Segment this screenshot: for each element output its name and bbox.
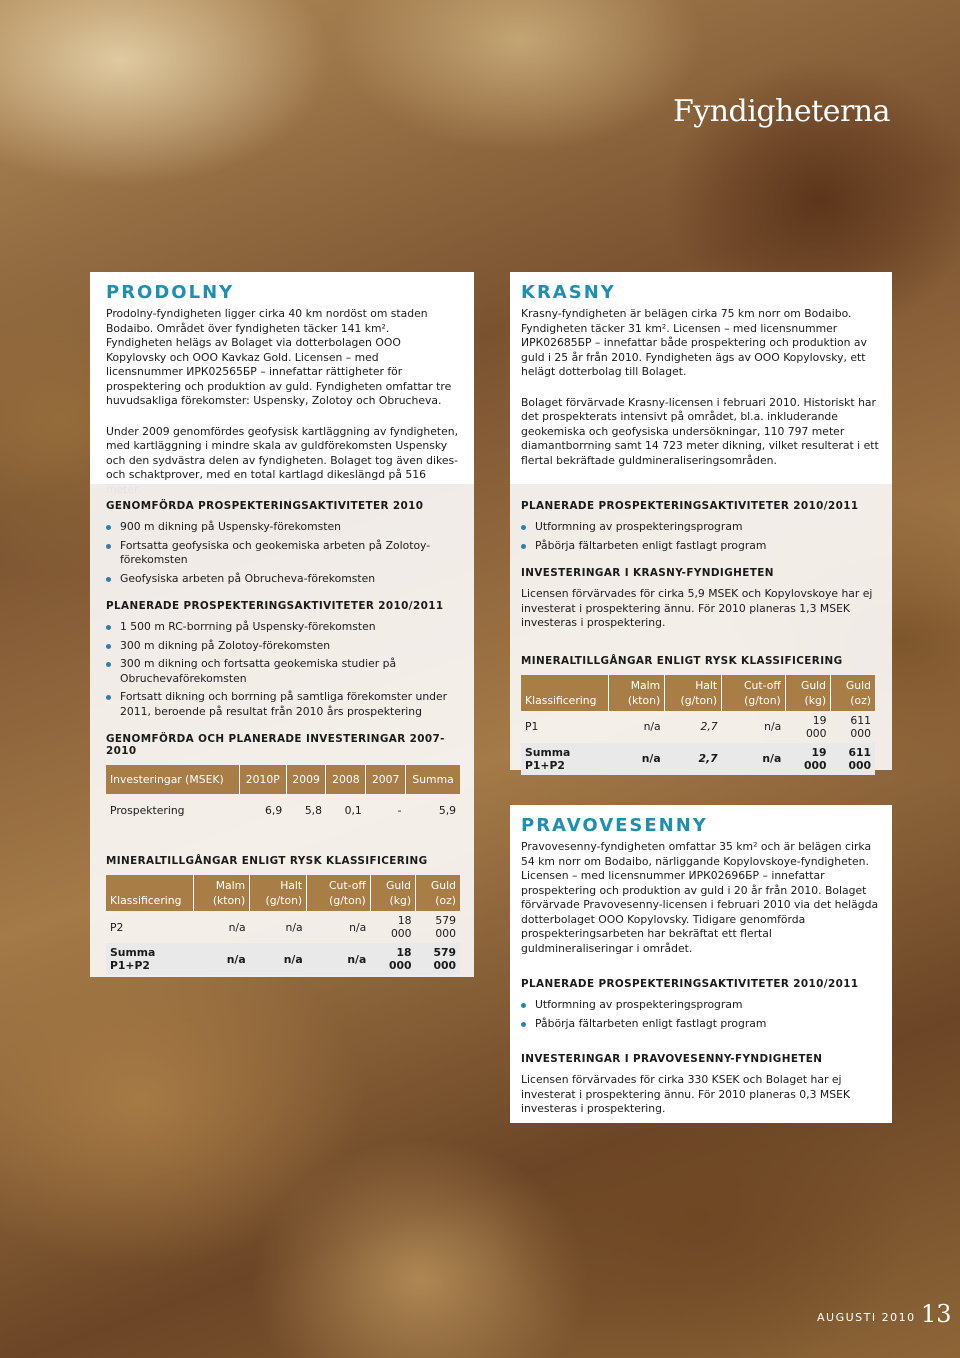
- krasny-planned-heading: PLANERADE PROSPEKTERINGSAKTIVITETER 2010/2011: [521, 500, 859, 512]
- table-cell: n/a: [643, 720, 661, 733]
- table-cell: Summa P1+P2: [106, 943, 194, 975]
- table-cell: -: [397, 804, 402, 817]
- table-cell: n/a: [228, 920, 246, 934]
- krasny-heading: KRASNY: [521, 282, 616, 303]
- list-item: Påbörja fältarbeten enligt fastlagt program: [521, 539, 880, 554]
- table-header: Guld (oz): [416, 875, 460, 911]
- pravovesenny-planned-list: [521, 998, 880, 1031]
- table-header: 2009: [286, 765, 326, 794]
- table-header-row: [106, 875, 460, 911]
- table-cell: 611 000: [831, 743, 875, 775]
- list-item: Utformning av prospekteringsprogram: [521, 998, 880, 1013]
- table-header: Investeringar (MSEK): [106, 765, 239, 794]
- prodolny-intro: Prodolny-fyndigheten ligger cirka 40 km nordöst om staden Bodaibo. Området över fyndigheten täcker 141 km². Fyndigheten helägs av Bolaget via dotterbolagen OOO Kopylovsky och OOO Kavkaz Gold. Licensen – med licensnummer ИРК02565БР – innefattar rättigheter för prospektering och produktion av guld. Fyndigheten omfattar tre huvudsakliga förekomster: Uspensky, Zolotoy och Obrucheva.: [106, 307, 452, 407]
- table-cell: 579 000: [416, 943, 460, 975]
- page-title: Fyndigheterna: [672, 94, 890, 129]
- table-cell: 19 000: [785, 743, 830, 775]
- footer-date: AUGUSTI 2010: [817, 1311, 916, 1324]
- list-item: Påbörja fältarbeten enligt fastlagt program: [521, 1017, 880, 1032]
- table-cell: 5,8: [304, 804, 322, 817]
- prodolny-survey-text: Under 2009 genomfördes geofysisk kartläggning av fyndigheten, med kartläggning i mindre skala av guldförekomsten Uspensky och den sydvästra delen av fyndigheten. Bolaget tog även dikes- och schaktprover, med en total kartlagd dikeslängd på 516: [106, 424, 459, 481]
- table-cell: 18 000: [390, 914, 412, 940]
- table-header: Malm (kton): [609, 675, 665, 711]
- table-cell: n/a: [609, 743, 665, 775]
- table-row: [106, 794, 460, 823]
- done-activities-list: [106, 520, 458, 586]
- list-item: 900 m dikning på Uspensky-förekomsten: [106, 520, 458, 535]
- table-cell: 2,7: [665, 743, 722, 775]
- table-header: Klassificering: [106, 875, 194, 911]
- done-activities-heading: GENOMFÖRDA PROSPEKTERINGSAKTIVITETER 2010: [106, 500, 424, 512]
- prodolny-heading: PRODOLNY: [106, 282, 235, 303]
- krasny-invest-heading: INVESTERINGAR I KRASNY-FYNDIGHETEN: [521, 567, 774, 579]
- table-row: [521, 711, 875, 743]
- page-number: 13: [921, 1300, 952, 1328]
- prodolny-panel: [90, 272, 474, 484]
- table-header: Cut-off (g/ton): [722, 675, 786, 711]
- krasny-details: [510, 484, 892, 770]
- krasny-invest-text: Licensen förvärvades för cirka 5,9 MSEK och Kopylovskoye har ej investerat i prospektering ännu. För 2010 planeras 1,3 MSEK investeras i prospektering.: [521, 587, 873, 629]
- table-cell: n/a: [307, 943, 371, 975]
- table-cell: 579 000: [435, 914, 456, 940]
- table-header: Guld (kg): [370, 875, 415, 911]
- list-item: Utformning av prospekteringsprogram: [521, 520, 880, 535]
- table-cell: Prospektering: [110, 804, 185, 817]
- krasny-history-text: Bolaget förvärvade Krasny-licensen i februari 2010. Historiskt har det prospekterats intensivt på området, bl.a. inkluderande geokemiska och geofysiska undersökningar, 110 797 meter diamantborrning samt 14 723 meter dikning, vilket resulterat i ett flertal bekräftade guldmineraliseringsområden.: [521, 395, 879, 467]
- table-header-row: [106, 765, 460, 794]
- pravovesenny-planned-heading: PLANERADE PROSPEKTERINGSAKTIVITETER 2010/2011: [521, 978, 859, 990]
- list-item: 300 m dikning på Zolotoy-förekomsten: [106, 639, 458, 654]
- pravovesenny-heading: PRAVOVESENNY: [521, 815, 708, 836]
- pravovesenny-invest-text: Licensen förvärvades för cirka 330 KSEK och Bolaget har ej investerat i prospektering ännu. För 2010 planeras 0,3 MSEK investeras i prospektering.: [521, 1073, 850, 1115]
- table-cell: 5,9: [438, 804, 456, 817]
- table-header: Halt (g/ton): [250, 875, 307, 911]
- pravovesenny-intro: Pravovesenny-fyndigheten omfattar 35 km² och är belägen cirka 54 km norr om Bodaibo, närliggande Kopylovskoye-fyndigheten. Licensen – med licensnummer ИРК02696БР – innefattar prospektering och produktion av guld i 20 år från 2010. Bolaget förvärvade Pravovesenny-licensen i februari 2010 via det helägda dotterbolaget OOO Kopylovsky. Tidigare genomförda prospekteringsarbeten har bekräftat ett flertal guldmineraliseringar i området.: [521, 840, 879, 955]
- table-cell: P1: [525, 720, 539, 733]
- table-header-row: [521, 675, 875, 711]
- table-header: Summa: [406, 765, 460, 794]
- table-cell: 0,1: [344, 804, 362, 817]
- table-cell: P2: [110, 920, 124, 934]
- krasny-mineral-heading: MINERALTILLGÅNGAR ENLIGT RYSK KLASSIFICERING: [521, 654, 843, 667]
- pravovesenny-invest-heading: INVESTERINGAR I PRAVOVESENNY-FYNDIGHETEN: [521, 1053, 823, 1065]
- table-cell: n/a: [194, 943, 250, 975]
- table-cell: 6,9: [265, 804, 283, 817]
- prodolny-details: [90, 484, 474, 977]
- pravovesenny-panel: [510, 805, 892, 1123]
- planned-activities-list: [106, 620, 458, 719]
- table-header: Klassificering: [521, 675, 609, 711]
- krasny-mineral-table: [521, 675, 875, 775]
- table-header: 2008: [326, 765, 366, 794]
- krasny-planned-list: [521, 520, 880, 553]
- table-row-total: [106, 943, 460, 975]
- table-header: Malm (kton): [194, 875, 250, 911]
- investments-table: [106, 765, 460, 823]
- table-cell: n/a: [250, 943, 307, 975]
- table-cell: n/a: [349, 920, 367, 934]
- table-header: Cut-off (g/ton): [307, 875, 371, 911]
- krasny-intro: Krasny-fyndigheten är belägen cirka 75 km norr om Bodaibo. Fyndigheten täcker 31 km². Licensen – med licensnummer ИРК02685БР – innefattar både prospektering och produktion av guld i 25 år från 2010. Fyndigheten ägs av OOO Kopylovsky, ett helägt dotterbolag till Bolaget.: [521, 307, 867, 378]
- table-row: [106, 911, 460, 943]
- table-cell: 18 000: [370, 943, 415, 975]
- table-cell: 2,7: [700, 720, 718, 733]
- krasny-panel: [510, 272, 892, 484]
- mineral-resources-heading: MINERALTILLGÅNGAR ENLIGT RYSK KLASSIFICERING: [106, 855, 428, 867]
- table-cell: 19 000: [805, 713, 827, 740]
- mineral-resources-table: [106, 875, 460, 975]
- table-header: Halt (g/ton): [665, 675, 722, 711]
- table-cell: n/a: [285, 920, 303, 934]
- list-item: Fortsatta geofysiska och geokemiska arbeten på Zolotoy-förekomsten: [106, 539, 458, 568]
- list-item: 1 500 m RC-borrning på Uspensky-förekomsten: [106, 620, 458, 635]
- table-row-total: [521, 743, 875, 775]
- list-item: Geofysiska arbeten på Obrucheva-förekomsten: [106, 572, 458, 587]
- table-cell: Summa P1+P2: [521, 743, 609, 775]
- list-item: Fortsatt dikning och borrning på samtliga förekomster under 2011, beroende på resultat från 2010 års prospektering: [106, 690, 458, 719]
- table-header: 2010P: [239, 765, 286, 794]
- investments-heading: GENOMFÖRDA OCH PLANERADE INVESTERINGAR 2007-2010: [106, 733, 445, 757]
- table-cell: n/a: [722, 743, 786, 775]
- list-item: 300 m dikning och fortsatta geokemiska studier på Obruchevaförekomsten: [106, 657, 458, 686]
- table-header: 2007: [366, 765, 406, 794]
- table-header: Guld (oz): [831, 675, 875, 711]
- table-cell: 611 000: [850, 713, 871, 740]
- planned-activities-heading: PLANERADE PROSPEKTERINGSAKTIVITETER 2010/2011: [106, 600, 444, 612]
- table-header: Guld (kg): [785, 675, 830, 711]
- table-cell: n/a: [764, 720, 782, 733]
